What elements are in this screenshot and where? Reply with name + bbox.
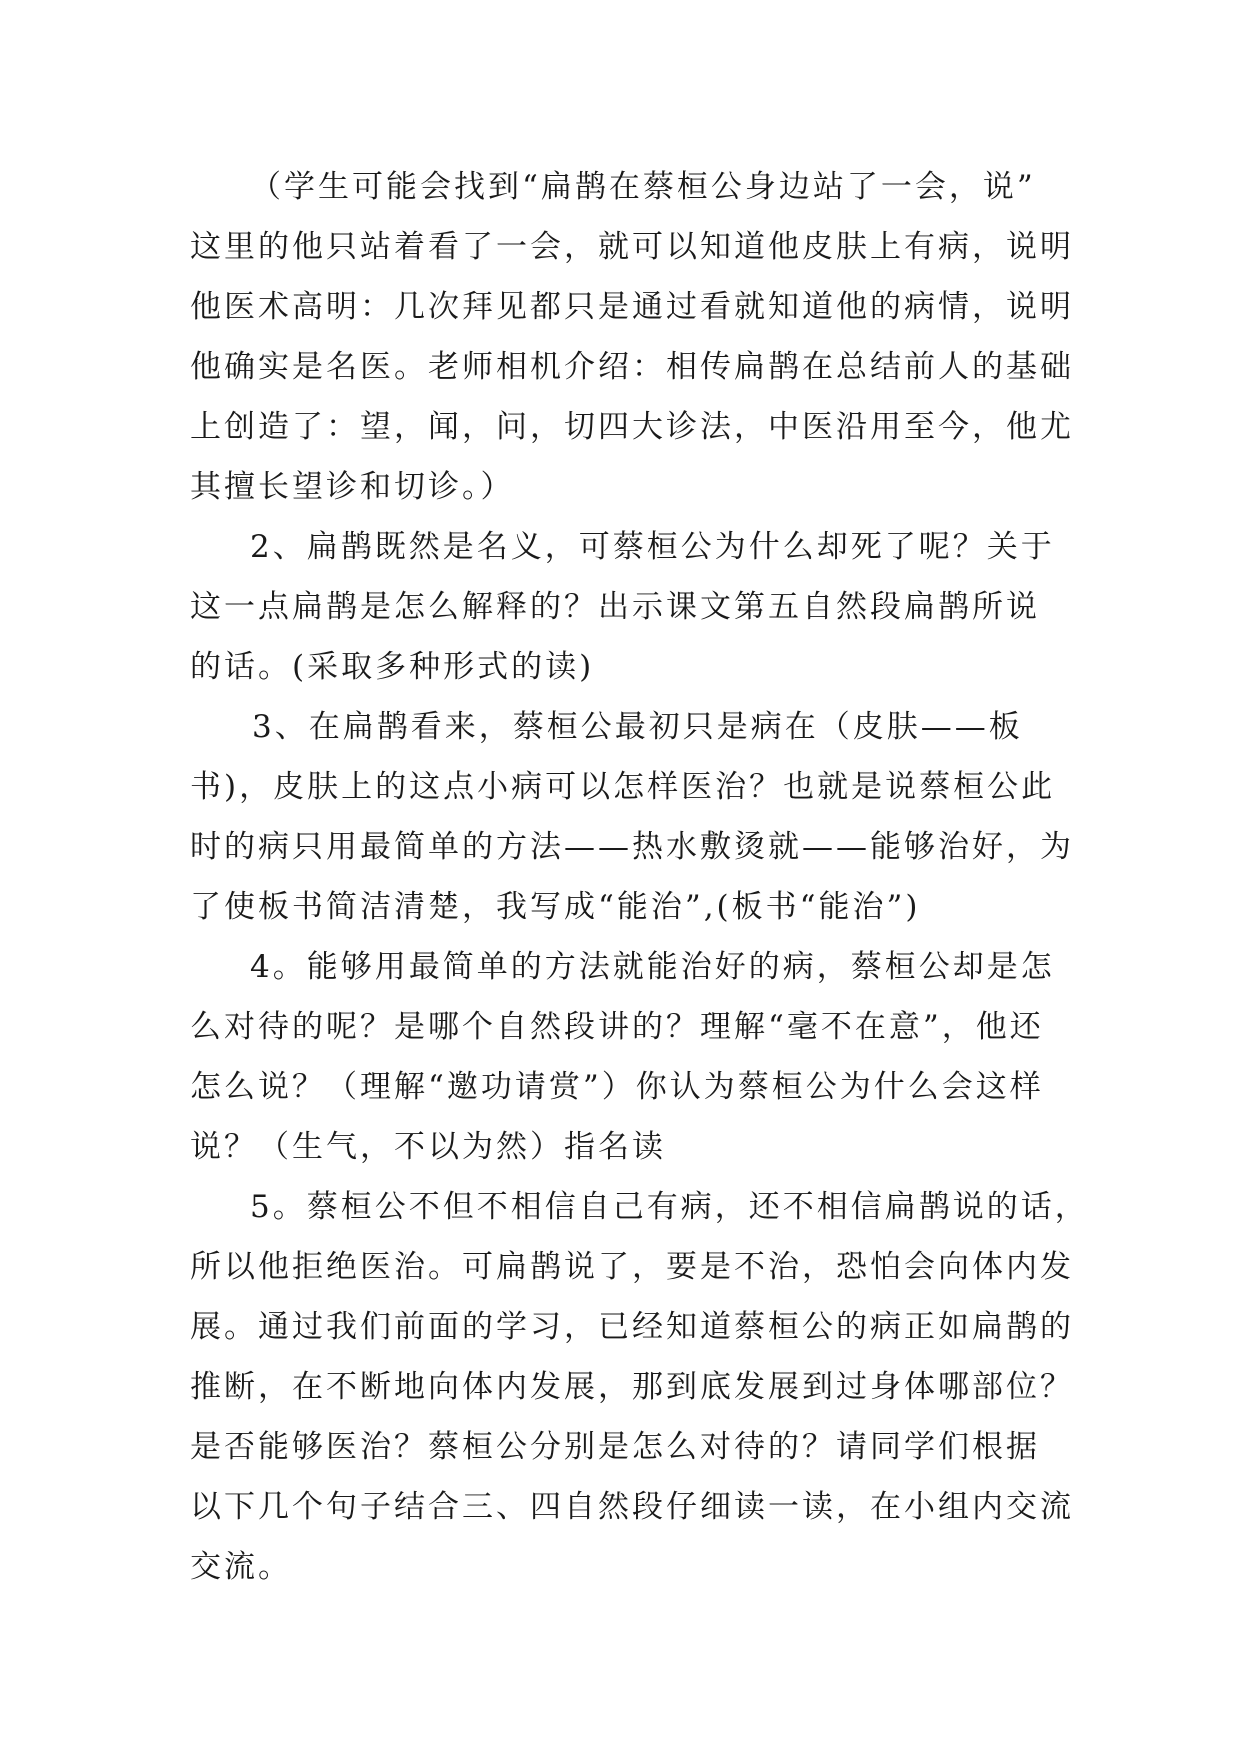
- text-line: 5。蔡桓公不但不相信自己有病，还不相信扁鹊说的话，: [250, 1189, 1089, 1225]
- text-line: 以下几个句子结合三、四自然段仔细读一读，在小组内交流: [190, 1489, 1074, 1525]
- text-line: 时的病只用最简单的方法——热水敷烫就——能够治好，为: [190, 829, 1074, 865]
- text-line: 怎么说？（理解“邀功请赏”）你认为蔡桓公为什么会这样: [190, 1069, 1044, 1105]
- text-line: 的话。(采取多种形式的读): [190, 649, 595, 685]
- text-line: 推断，在不断地向体内发展，那到底发展到过身体哪部位？: [190, 1369, 1074, 1405]
- text-line: 展。通过我们前面的学习，已经知道蔡桓公的病正如扁鹊的: [190, 1309, 1074, 1345]
- text-line: 交流。: [190, 1549, 292, 1585]
- text-line: 其擅长望诊和切诊。）: [190, 469, 515, 505]
- text-line: 书)，皮肤上的这点小病可以怎样医治？也就是说蔡桓公此: [190, 769, 1056, 805]
- text-line: 4。能够用最简单的方法就能治好的病，蔡桓公却是怎: [250, 949, 1055, 985]
- paragraph-student-findings: [190, 157, 1074, 517]
- text-line: 这里的他只站着看了一会，就可以知道他皮肤上有病，说明: [190, 229, 1074, 265]
- paragraph-item-3: [190, 697, 1074, 937]
- paragraph-item-4: [190, 937, 1070, 1177]
- document-body: [190, 157, 1089, 1597]
- text-line: 2、扁鹊既然是名义，可蔡桓公为什么却死了呢？关于: [250, 529, 1055, 565]
- text-line: 是否能够医治？蔡桓公分别是怎么对待的？请同学们根据: [190, 1429, 1040, 1465]
- text-line: 这一点扁鹊是怎么解释的？出示课文第五自然段扁鹊所说: [190, 589, 1040, 625]
- text-line: 3、在扁鹊看来，蔡桓公最初只是病在（皮肤——板: [252, 709, 1023, 745]
- text-line: 所以他拒绝医治。可扁鹊说了，要是不治，恐怕会向体内发: [190, 1249, 1074, 1285]
- paragraph-item-5: [190, 1177, 1089, 1597]
- paragraph-item-2: [190, 517, 1070, 697]
- text-line: 他确实是名医。老师相机介绍：相传扁鹊在总结前人的基础: [190, 349, 1074, 385]
- text-line: 么对待的呢？是哪个自然段讲的？理解“毫不在意”，他还: [190, 1009, 1044, 1045]
- text-line: 说？（生气，不以为然）指名读: [190, 1129, 666, 1165]
- text-line: 他医术高明：几次拜见都只是通过看就知道他的病情，说明: [190, 289, 1074, 325]
- text-line: 了使板书简洁清楚，我写成“能治”,(板书“能治”): [190, 889, 921, 925]
- text-line: 上创造了：望，闻，问，切四大诊法，中医沿用至今，他尤: [190, 409, 1074, 445]
- text-line: （学生可能会找到“扁鹊在蔡桓公身边站了一会，说”: [250, 169, 1036, 205]
